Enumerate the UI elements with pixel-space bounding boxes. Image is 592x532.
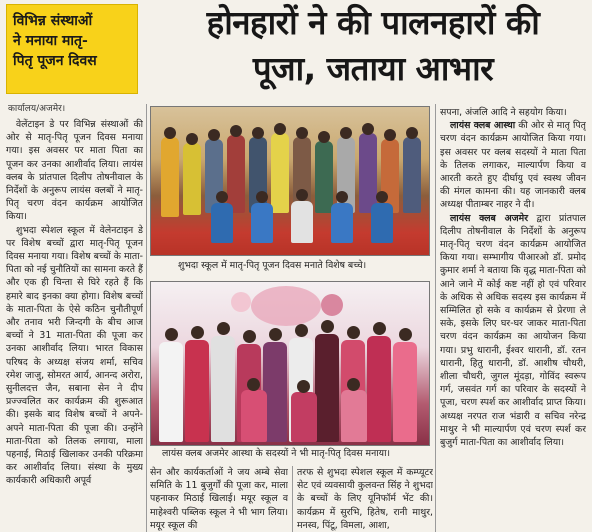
paragraph-subhead: लायंस क्लब अजमेर	[450, 212, 529, 224]
article-column-2a: सेन और कार्यकर्ताओं ने जय अम्बे सेवा समिति के 11 बुजुर्गों की पूजा कर, माला पहनाकर मिठाई खिलाई। मयूर स्कूल व माहेश्वरी पब्लिक स्कूल ने भी भाग लिया। मयूर स्कूल की	[150, 467, 288, 531]
summary-line-2: ने मनाया मातृ-	[13, 33, 88, 49]
headline-line-2: पूजा, जताया आभार	[252, 49, 494, 88]
dateline: कार्यालय/अजमेर।	[8, 104, 66, 114]
paragraph	[440, 119, 586, 211]
article-column-1	[6, 118, 143, 532]
summary-box	[6, 4, 138, 94]
article-column-2b: तरफ से शुभदा स्पेशल स्कूल में कम्प्यूटर सेट एवं व्यवसायी कुलवन्त सिंह ने शुभदा के बच्चों के लिए यूनिफॉर्म भेंट की। कार्यक्रम में सुरभि, हितेष, रानी माथुर, मनस्व, पिंटू, विमला, आशा,	[297, 467, 433, 531]
headline-line-1: होनहारों ने की पालनहारों की	[206, 3, 540, 42]
photo-caption: शुभदा स्कूल में मातृ-पितृ पूजन दिवस मनाते विशेष बच्चे।	[178, 260, 367, 271]
photo-caption: लायंस क्लब अजमेर आस्था के सदस्यों ने भी मातृ-पितृ दिवस मनाया।	[162, 448, 391, 459]
paragraph	[440, 212, 586, 450]
summary-line-3: पितृ पूजन दिवस	[13, 53, 97, 69]
group-photo-lions-club	[150, 281, 430, 446]
article-column-3	[440, 106, 586, 532]
summary-line-1: विभिन्न संस्थाओं	[13, 13, 93, 29]
paragraph-subhead: लायंस क्लब आस्था	[450, 120, 516, 132]
column-divider	[435, 104, 436, 532]
paragraph: शुभदा स्पेशल स्कूल में वेलेनटाइन डे पर विशेष बच्चों द्वारा मातृ-पितृ पूजन दिवस मनाया गया। विशेष बच्चों के माता-पिता को नई चुनौतियों का सामना करते हैं और एक ही चिन्ता से घिरे रहते हैं कि हमारे बाद इनका क्या होगा। विशेष बच्चों के माता-पिता के ऐसे कठिन चुनौतीपूर्ण और तनाव भरी जिन्दगी के बीच आज बच्चों ने 31 माता-पिता की पूजा कर उनका आशीर्वाद लिया। भारत विकास परिषद के अध्यक्ष संजय शर्मा, सचिव रमेश जाजु, सोमरत आर्य, आनन्द अरोरा, सुनीलदत्त जैन, सबाना सेन ने दीप प्रज्ज्वलित कर कार्यक्रम की शुरूआत की। इसके बाद विशेष बच्चों ने अपने-अपने माता-पिता की पूजा की। उन्होंने माता-पिता को तिलक लगाया, माला पहनाई, मिठाई खिलाकर उनकी परिक्रमा कर आशीर्वाद लिया। संस्था के मुख्य कार्यकारी अधिकारी अपूर्व	[6, 224, 143, 487]
group-photo-school	[150, 106, 430, 256]
paragraph: सपना, अंजलि आदि ने सहयोग किया।	[440, 107, 567, 118]
headline	[160, 0, 586, 100]
column-divider	[146, 104, 147, 532]
paragraph-text: द्वारा प्रांतपाल दिलीप तोषनीवाल के निर्देशों के अनुरूप मातृ-पितृ चरण वंदन कार्यक्रम आयोजित किया गया। सम्भागीय पीआरओ डॉ. प्रमोद कुमार शर्मा ने बताया कि वृद्ध माता-पिता को आने जाने में कोई कष्ट नहीं हो एवं परिवार के अधिक से अधिक सदस्य इस कार्यक्रम में सम्मिलित हो सके व कार्यक्रम से प्रेरणा ले सके, इसके लिए घर-घर जाकर माता-पिता चरण वंदन कार्यक्रम का आयोजन किया गया। प्रभु धारानी, ईश्वर धारानी, डॉ. रतन धारानी, हितु धारानी, डॉ. आशीष चौधरी, शीला चौधरी, जुगल मूंदड़ा, गोविंद स्वरूप गर्ग, जसवंत गर्ग का परिवार के सदस्यों ने पूजा, चरण स्पर्श कर आशीर्वाद प्राप्त किया। अध्यक्ष नरपत राज भंडारी व सचिव नरेन्द्र माथुर ने भी माल्यार्पण एवं चरण स्पर्श कर बुजुर्ग माता-पिता का आशीर्वाद लिया।	[440, 212, 586, 449]
column-divider	[292, 466, 293, 532]
paragraph: वेलेंटाइन डे पर विभिन्न संस्थाओं की ओर से मातृ-पितृ पूजन दिवस मनाया गया। इस अवसर पर माता पिता का पूजन कर उनका आशीर्वाद लिया। लायंस क्लब के प्रांतपाल दिलीप तोषनीवाल के निर्देशों के अनुरूप लायंस क्लबों ने मातृ-पितृ चरण वंदन कार्यक्रम आयोजित किया।	[6, 119, 143, 223]
paragraph-text: की ओर से मातृ पितृ चरण वंदन कार्यक्रम आयोजित किया गया। इस अवसर पर क्लब सदस्यों ने माता पिता के तिलक लगाकर, माल्यार्पण किया व आरती करते हुए दीर्घायु एवं स्वस्थ जीवन की मंगल कामना की। यह जानकारी क्लब अध्यक्ष पीताम्बर नाहर ने दी।	[440, 120, 586, 211]
